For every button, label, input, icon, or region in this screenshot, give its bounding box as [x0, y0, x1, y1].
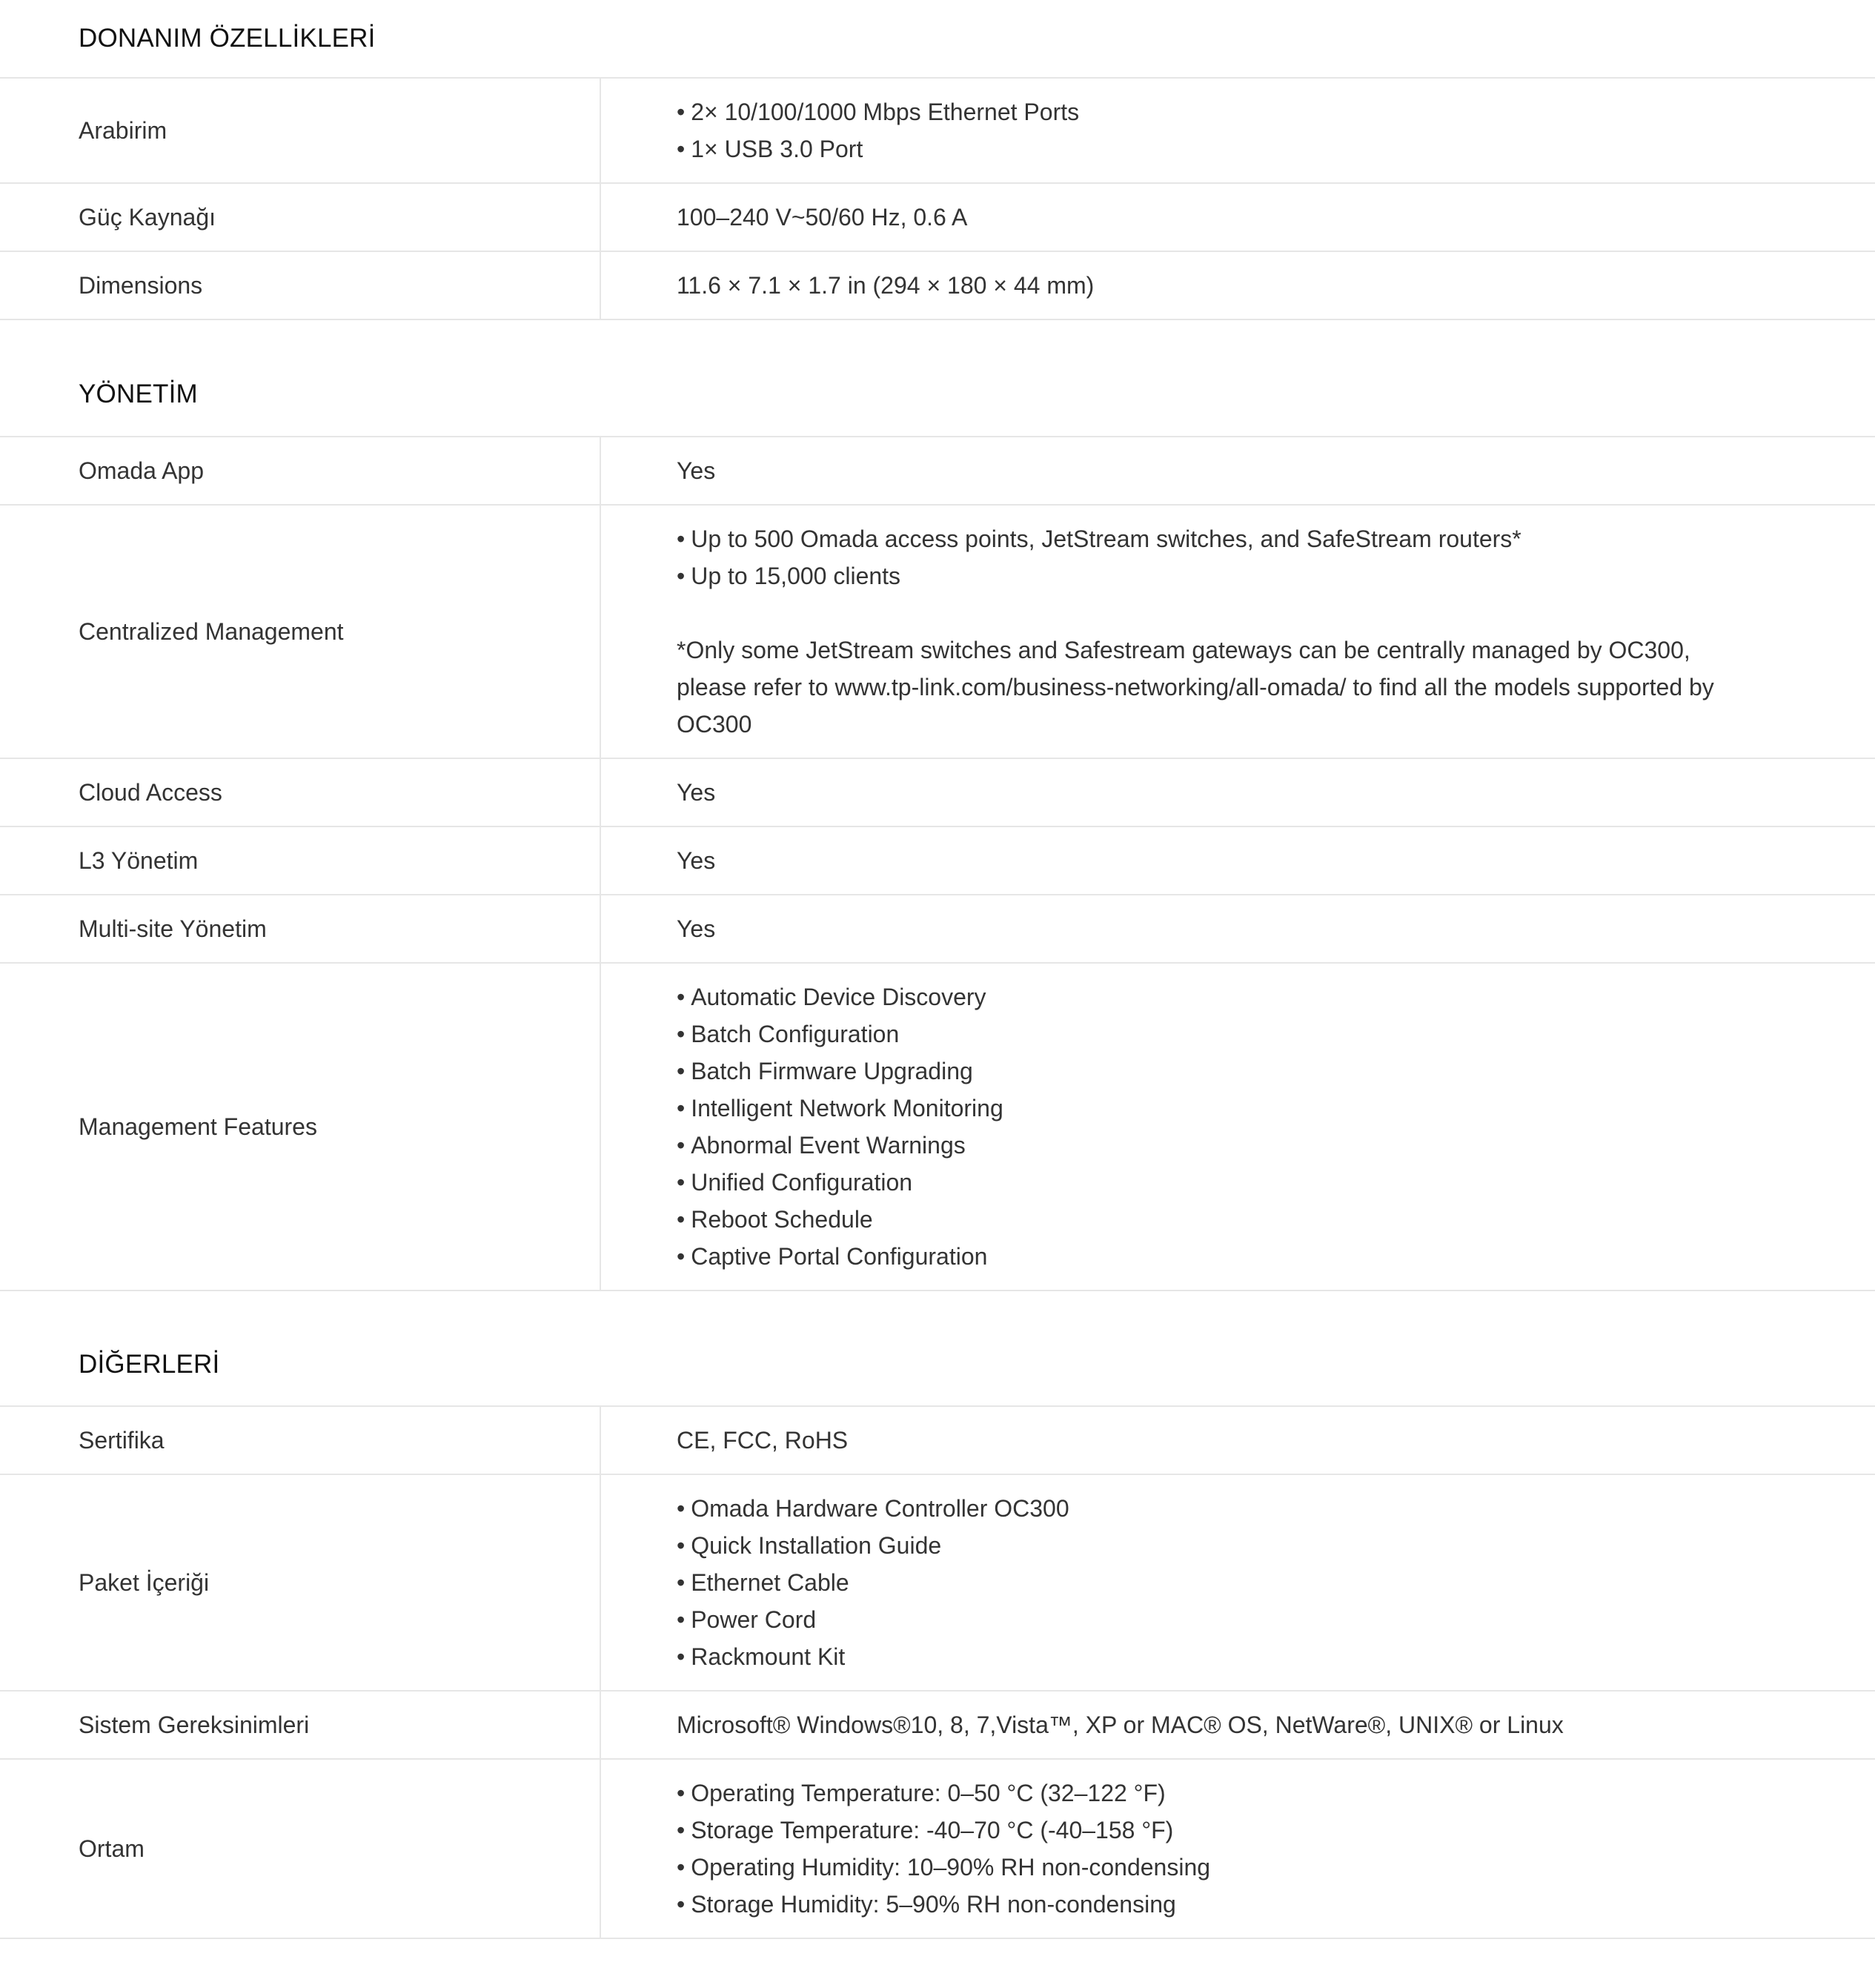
bullet-item: • Batch Configuration — [677, 1015, 1764, 1053]
spec-row-system-requirements — [0, 1692, 1875, 1760]
spec-table — [0, 1405, 1875, 1939]
spec-label: L3 Yönetim — [0, 827, 601, 894]
bullet-list — [677, 1490, 1764, 1675]
bullet-item: • Quick Installation Guide — [677, 1527, 1764, 1564]
section-others — [0, 1324, 1875, 1939]
section-title: DİĞERLERİ — [79, 1350, 220, 1379]
bullet-item: • Omada Hardware Controller OC300 — [677, 1490, 1764, 1527]
bullet-item: • Ethernet Cable — [677, 1564, 1764, 1601]
spec-label: Cloud Access — [0, 759, 601, 826]
bullet-item: • 2× 10/100/1000 Mbps Ethernet Ports — [677, 93, 1764, 130]
spec-label: Ortam — [0, 1760, 601, 1938]
spec-row-interface — [0, 79, 1875, 184]
bullet-list — [677, 520, 1764, 594]
spec-row-centralized-management — [0, 506, 1875, 759]
spec-value: Microsoft® Windows®10, 8, 7,Vista™, XP or MAC® OS, NetWare®, UNIX® or Linux — [677, 1712, 1564, 1738]
spec-value: Yes — [677, 915, 716, 942]
spec-value — [601, 506, 1875, 758]
spec-value — [601, 79, 1875, 182]
spec-value: 100–240 V~50/60 Hz, 0.6 A — [677, 204, 968, 231]
bullet-item: • Operating Humidity: 10–90% RH non-condensing — [677, 1849, 1764, 1886]
spec-value: 11.6 × 7.1 × 1.7 in (294 × 180 × 44 mm) — [677, 272, 1095, 299]
bullet-item: • 1× USB 3.0 Port — [677, 130, 1764, 168]
spec-row-omada-app — [0, 437, 1875, 506]
bullet-item: • Captive Portal Configuration — [677, 1238, 1764, 1275]
spec-value: Yes — [677, 779, 716, 806]
spec-label: Management Features — [0, 964, 601, 1290]
spec-row-environment — [0, 1760, 1875, 1939]
spec-label: Arabirim — [0, 79, 601, 182]
spec-row-cloud-access — [0, 759, 1875, 827]
spec-label: Sistem Gereksinimleri — [0, 1692, 601, 1758]
spec-row-power — [0, 184, 1875, 252]
spec-row-management-features — [0, 964, 1875, 1291]
bullet-item: • Rackmount Kit — [677, 1638, 1764, 1675]
spec-row-dimensions — [0, 252, 1875, 320]
spec-value — [601, 1475, 1875, 1690]
spec-label: Sertifika — [0, 1407, 601, 1474]
bullet-item: • Intelligent Network Monitoring — [677, 1090, 1764, 1127]
spec-row-certification — [0, 1407, 1875, 1475]
spec-value — [601, 1760, 1875, 1938]
spec-table — [0, 77, 1875, 320]
bullet-item: • Power Cord — [677, 1601, 1764, 1638]
bullet-item: • Storage Temperature: -40–70 °C (-40–158 °F) — [677, 1812, 1764, 1849]
spec-row-package-contents — [0, 1475, 1875, 1692]
bullet-item: • Storage Humidity: 5–90% RH non-condensing — [677, 1886, 1764, 1923]
spec-label: Centralized Management — [0, 506, 601, 758]
section-title: YÖNETİM — [79, 380, 198, 408]
bullet-item: • Up to 15,000 clients — [677, 557, 1764, 594]
bullet-item: • Unified Configuration — [677, 1164, 1764, 1201]
bullet-item: • Reboot Schedule — [677, 1201, 1764, 1238]
spec-value: Yes — [677, 847, 716, 874]
bullet-item: • Batch Firmware Upgrading — [677, 1053, 1764, 1090]
section-hardware — [0, 0, 1875, 320]
bullet-list — [677, 93, 1764, 168]
spec-label: Omada App — [0, 437, 601, 504]
spec-value — [601, 964, 1875, 1290]
spec-row-l3-management — [0, 827, 1875, 895]
bullet-item: • Up to 500 Omada access points, JetStream switches, and SafeStream routers* — [677, 520, 1764, 557]
spec-row-multi-site — [0, 895, 1875, 964]
section-title: DONANIM ÖZELLİKLERİ — [79, 24, 376, 53]
bullet-list — [677, 1775, 1764, 1923]
bullet-item: • Abnormal Event Warnings — [677, 1127, 1764, 1164]
footnote: *Only some JetStream switches and Safestream gateways can be centrally managed by OC300, please refer to www.tp-link.com/business-networking/all-omada/ to find all the models supported by OC300 — [677, 637, 1714, 738]
spec-label: Güç Kaynağı — [0, 184, 601, 251]
bullet-item: • Operating Temperature: 0–50 °C (32–122 °F) — [677, 1775, 1764, 1812]
bullet-list — [677, 978, 1764, 1275]
bullet-item: • Automatic Device Discovery — [677, 978, 1764, 1015]
spec-label: Paket İçeriği — [0, 1475, 601, 1690]
spec-label: Multi-site Yönetim — [0, 895, 601, 962]
spec-label: Dimensions — [0, 252, 601, 319]
spec-table — [0, 436, 1875, 1291]
section-management — [0, 353, 1875, 1291]
spec-value: Yes — [677, 457, 716, 484]
spec-value: CE, FCC, RoHS — [677, 1427, 849, 1454]
